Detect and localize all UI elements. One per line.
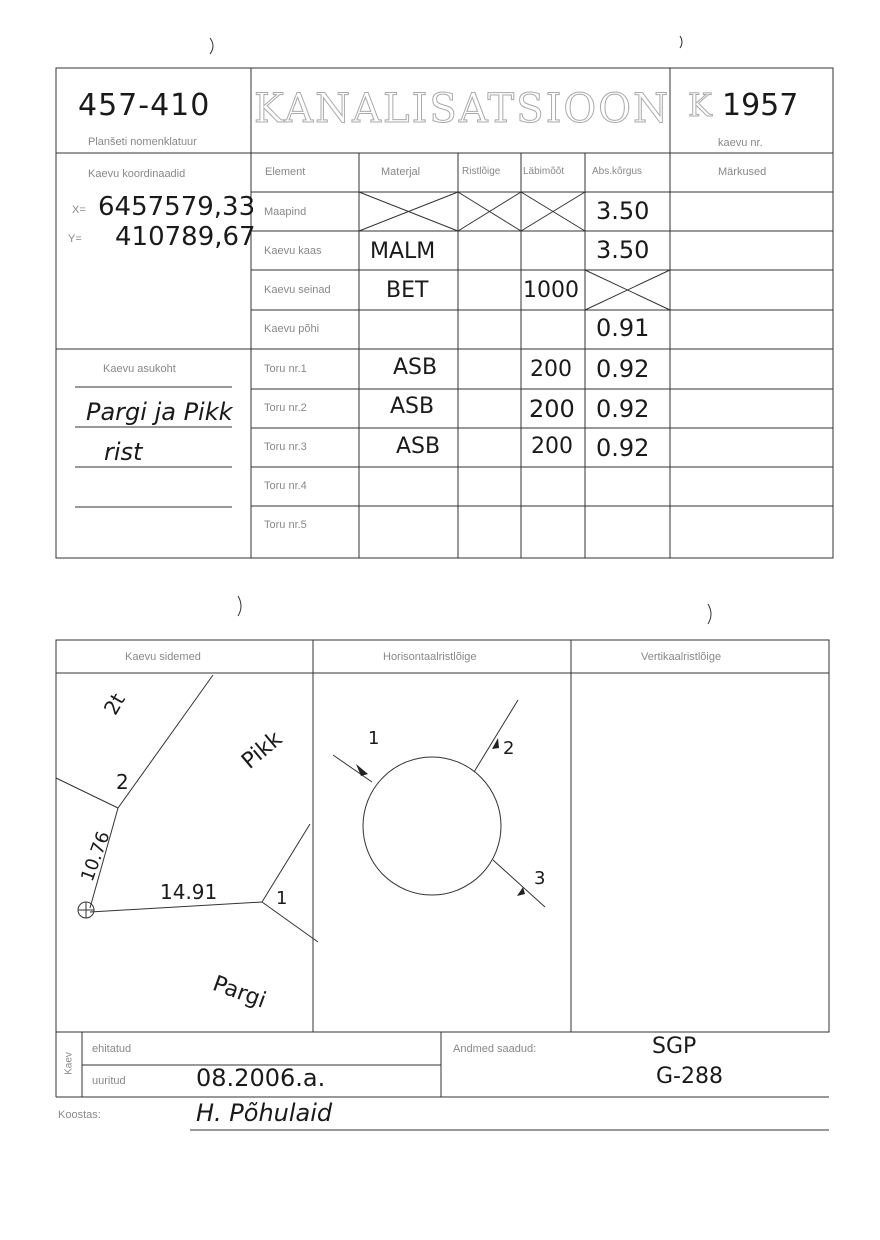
- col3-header: Vertikaalristlõige: [641, 651, 722, 663]
- row-material-6: ASB: [396, 434, 441, 459]
- row-element-3: Kaevu põhi: [264, 323, 320, 335]
- pipe-label-1: 1: [368, 728, 380, 749]
- row-material-5: ASB: [390, 394, 435, 419]
- row-element-2: Kaevu seinad: [264, 284, 331, 296]
- row-element-5: Toru nr.2: [264, 402, 307, 414]
- header-remarks: Märkused: [718, 166, 767, 178]
- header-cross-section: Ristlõige: [462, 166, 501, 177]
- location-line2: rist: [104, 438, 143, 466]
- row-material-1: MALM: [370, 239, 436, 264]
- row-abs-4: 0.92: [596, 355, 650, 383]
- row-abs-6: 0.92: [596, 434, 650, 462]
- row-element-8: Toru nr.5: [264, 519, 307, 531]
- compiled-value: H. Põhulaid: [196, 1099, 333, 1127]
- sheet-number: 457-410: [78, 88, 211, 123]
- vertical-label-kaev: Kaev: [63, 1052, 75, 1075]
- row-diameter-6: 200: [531, 434, 573, 459]
- sketch-label-1: 1: [276, 888, 288, 909]
- location-line1: Pargi ja Pikk: [86, 398, 233, 426]
- coords-label: Kaevu koordinaadid: [88, 168, 186, 180]
- k-letter: K: [688, 86, 712, 124]
- col2-header: Horisontaalristlõige: [383, 651, 477, 663]
- built-label: ehitatud: [92, 1043, 132, 1055]
- data-source-label: Andmed saadud:: [453, 1043, 537, 1055]
- sketch-label-pargi: Pargi: [209, 971, 270, 1014]
- row-diameter-5: 200: [529, 395, 575, 423]
- data-source-value1: SGP: [652, 1034, 697, 1059]
- pipe-label-2: 2: [503, 738, 515, 759]
- header-material: Materjal: [381, 166, 421, 178]
- row-material-4: ASB: [393, 355, 438, 380]
- pipe-label-3: 3: [534, 868, 546, 889]
- sheet-label: Planšeti nomenklatuur: [88, 136, 197, 148]
- compiled-label: Koostas:: [58, 1109, 101, 1121]
- row-abs-0: 3.50: [596, 197, 650, 225]
- header-element: Element: [265, 166, 306, 178]
- sketch-label-2: 2: [116, 770, 129, 794]
- sketch-label-1076: 10.76: [77, 828, 115, 885]
- sketch-label-2t: 2t: [98, 689, 130, 719]
- location-label: Kaevu asukoht: [103, 363, 176, 375]
- sketch-label-pikk: Pikk: [237, 726, 288, 775]
- header-abs-height: Abs.kõrgus: [592, 166, 643, 177]
- row-abs-1: 3.50: [596, 236, 650, 264]
- row-element-7: Toru nr.4: [264, 480, 307, 492]
- row-element-6: Toru nr.3: [264, 441, 307, 453]
- form-title: KANALISATSIOON: [254, 86, 670, 132]
- row-element-0: Maapind: [264, 206, 307, 218]
- header-diameter: Läbimõõt: [523, 166, 565, 177]
- row-diameter-2: 1000: [523, 278, 579, 303]
- row-material-2: BET: [386, 278, 429, 303]
- x-label: X=: [72, 204, 86, 216]
- data-source-value2: G-288: [656, 1064, 723, 1089]
- well-number: 1957: [722, 88, 799, 123]
- row-diameter-4: 200: [530, 357, 572, 382]
- row-element-1: Kaevu kaas: [264, 245, 322, 257]
- sketch-label-1491: 14.91: [160, 880, 218, 904]
- y-label: Y=: [68, 233, 82, 245]
- y-value: 410789,67: [115, 222, 256, 252]
- x-value: 6457579,33: [98, 192, 256, 222]
- row-element-4: Toru nr.1: [264, 363, 307, 375]
- surveyed-label: uuritud: [92, 1075, 126, 1087]
- row-abs-3: 0.91: [596, 314, 650, 342]
- well-number-label: kaevu nr.: [718, 137, 763, 149]
- row-abs-5: 0.92: [596, 395, 650, 423]
- surveyed-value: 08.2006.a.: [196, 1064, 326, 1092]
- col1-header: Kaevu sidemed: [125, 651, 201, 663]
